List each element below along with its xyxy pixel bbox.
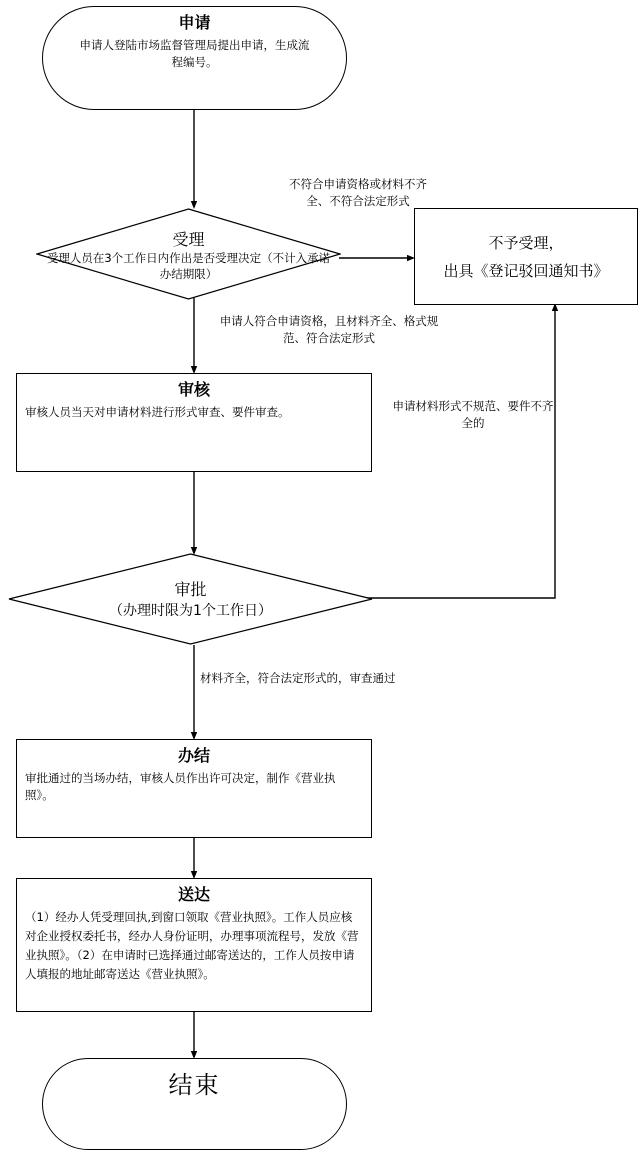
edge-label-irregular: 申请材料形式不规范、要件不齐全的 — [392, 399, 554, 430]
node-deliver-title: 送达 — [177, 885, 210, 904]
node-review[interactable] — [16, 373, 372, 472]
edge-label-not-qualified: 不符合申请资格或材料不齐全、不符合法定形式 — [289, 177, 427, 208]
node-reject-line2: 出具《登记驳回通知书》 — [443, 261, 609, 280]
node-reject-line1: 不予受理， — [488, 233, 564, 252]
node-finish[interactable] — [16, 739, 372, 838]
node-apply[interactable] — [42, 6, 347, 110]
node-accept-body: 受理人员在3个工作日内作出是否受理决定（不计入承诺办结期限） — [46, 250, 331, 281]
node-end[interactable] — [42, 1058, 347, 1150]
node-approve-title: 审批 — [174, 579, 207, 599]
edge-label-qualified: 申请人符合申请资格，且材料齐全、格式规范、符合法定形式 — [219, 314, 439, 345]
node-deliver-body: （1）经办人凭受理回执,到窗口领取《营业执照》。工作人员应核对企业授权委托书，经办人身份证明，办理事项流程号，发放《营业执照》。（2）在申请时已选择通过邮寄送达的，工作人员按申请人填报的地址邮寄送达《营业执照》。 — [25, 910, 359, 981]
node-apply-title: 申请 — [178, 13, 211, 32]
node-end-title: 结束 — [168, 1071, 221, 1099]
node-reject[interactable] — [414, 208, 638, 305]
node-review-title: 审核 — [177, 380, 210, 399]
node-finish-body: 审批通过的当场办结，审核人员作出许可决定，制作《营业执照》。 — [25, 771, 336, 802]
node-apply-body: 申请人登陆市场监督管理局提出申请，生成流程编号。 — [79, 38, 310, 69]
node-finish-title: 办结 — [177, 746, 210, 765]
edge-label-pass: 材料齐全，符合法定形式的，审查通过 — [200, 671, 396, 685]
node-approve[interactable] — [8, 553, 373, 645]
node-accept-title: 受理 — [172, 229, 205, 249]
node-accept[interactable] — [36, 208, 341, 300]
node-deliver[interactable] — [16, 878, 372, 1012]
node-approve-subtitle: （办理时限为1个工作日） — [109, 602, 272, 619]
node-review-body: 审核人员当天对申请材料进行形式审查、要件审查。 — [25, 405, 290, 419]
